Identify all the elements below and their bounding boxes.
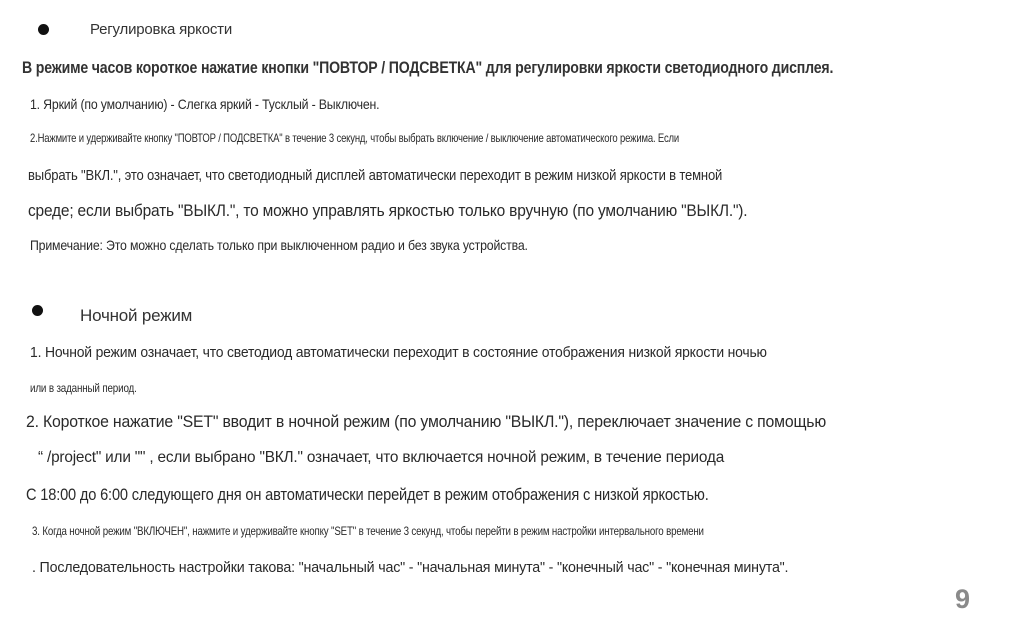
night-item-1-line-2: или в заданный период. xyxy=(30,381,137,395)
brightness-note: Примечание: Это можно сделать только при выключенном радио и без звука устройства. xyxy=(30,237,528,253)
brightness-intro-text: В режиме часов короткое нажатие кнопки "ПОВТОР / ПОДСВЕТКА" для регулировки яркости светодиодного дисплея. xyxy=(22,58,834,77)
brightness-item-1: 1. Яркий (по умолчанию) - Слегка яркий - Тусклый - Выключен. xyxy=(30,96,380,112)
night-item-3-line-2: . Последовательность настройки такова: "начальный час" - "начальная минута" - "конечный час" - "конечная минута". xyxy=(32,559,789,576)
night-item-2-line-1: 2. Короткое нажатие "SET" вводит в ночной режим (по умолчанию "ВЫКЛ."), переключает значение с помощью xyxy=(26,412,827,431)
night-item-2-line-3: С 18:00 до 6:00 следующего дня он автоматически перейдет в режим отображения с низкой яркостью. xyxy=(26,485,709,504)
section-heading-night-mode: Ночной режим xyxy=(80,306,193,325)
night-item-3-line-1: 3. Когда ночной режим "ВКЛЮЧЕН", нажмите и удерживайте кнопку "SET" в течение 3 секунд, чтобы перейти в режим настройки интервального времени xyxy=(32,524,704,538)
brightness-item-2-line-3: среде; если выбрать "ВЫКЛ.", то можно управлять яркостью только вручную (по умолчанию "ВЫКЛ."). xyxy=(28,201,748,220)
night-item-2-line-2: “ /project" или "" , если выбрано "ВКЛ." означает, что включается ночной режим, в течение периода xyxy=(38,449,725,466)
section-heading-brightness: Регулировка яркости xyxy=(90,21,233,38)
night-item-1-line-1: 1. Ночной режим означает, что светодиод автоматически переходит в состояние отображения низкой яркости ночью xyxy=(30,344,767,361)
brightness-item-2-line-1: 2.Нажмите и удерживайте кнопку "ПОВТОР / ПОДСВЕТКА" в течение 3 секунд, чтобы выбрать включение / выключение автоматического режима. Если xyxy=(30,131,680,145)
bullet-icon xyxy=(32,305,43,316)
page-number: 9 xyxy=(954,584,970,614)
bullet-icon xyxy=(38,24,49,35)
brightness-item-2-line-2: выбрать "ВКЛ.", это означает, что светодиодный дисплей автоматически переходит в режим низкой яркости в темной xyxy=(28,167,723,184)
